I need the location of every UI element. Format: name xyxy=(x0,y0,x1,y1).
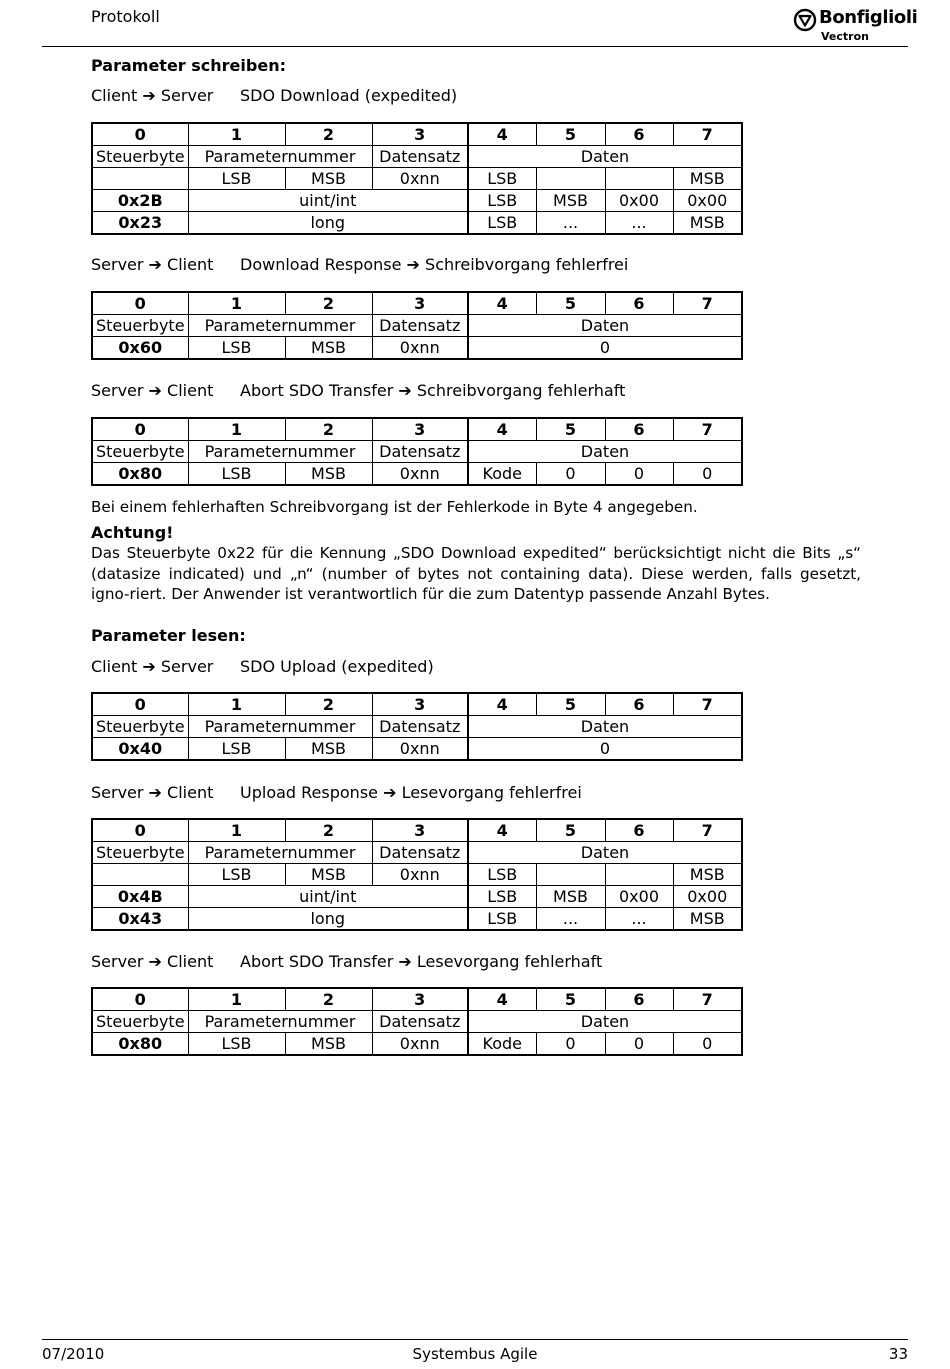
header-datensatz: Datensatz xyxy=(372,1011,468,1033)
byte-index-row xyxy=(92,819,742,842)
table-cell: uint/int xyxy=(188,886,468,908)
table-cell: 0x00 xyxy=(673,886,742,908)
table-row xyxy=(92,212,742,235)
table-cell: LSB xyxy=(468,908,536,931)
table-cell: 0 xyxy=(468,738,742,761)
table-cell: 0x00 xyxy=(605,190,673,212)
byte-index-row xyxy=(92,123,742,146)
byte-index: 5 xyxy=(536,292,605,315)
table-cell xyxy=(605,864,673,886)
table-cell: ... xyxy=(536,212,605,235)
table-cell: MSB xyxy=(536,190,605,212)
header-divider xyxy=(42,46,908,47)
byte-index: 2 xyxy=(285,693,372,716)
byte-index: 1 xyxy=(188,693,285,716)
table-cell: LSB xyxy=(188,738,285,761)
table-cell: LSB xyxy=(188,1033,285,1056)
byte-index: 3 xyxy=(372,819,468,842)
direction-label: Server ➔ Client xyxy=(91,381,214,400)
byte-index: 7 xyxy=(673,123,742,146)
byte-index: 2 xyxy=(285,819,372,842)
table-cell xyxy=(92,168,188,190)
header-datensatz: Datensatz xyxy=(372,146,468,168)
table-cell: LSB xyxy=(188,864,285,886)
byte-index: 7 xyxy=(673,988,742,1011)
download-request-table xyxy=(91,122,743,235)
attention-text: Das Steuerbyte 0x22 für die Kennung „SDO Download expedited“ berücksichtigt nicht die Bits „s“ (datasize indicated) und „n“ (number of bytes not containing data). Diese werden, falls gesetzt, igno-riert. Der Anwender ist verantwortlich für die zum Datentyp passende Anzahl Bytes. xyxy=(91,544,861,603)
table-cell xyxy=(605,168,673,190)
table-cell: 0 xyxy=(605,1033,673,1056)
byte-index: 3 xyxy=(372,693,468,716)
table-cell: uint/int xyxy=(188,190,468,212)
control-byte: 0x2B xyxy=(92,190,188,212)
table-cell: MSB xyxy=(285,738,372,761)
table-cell: 0xnn xyxy=(372,1033,468,1056)
table-cell: long xyxy=(188,908,468,931)
company-logo xyxy=(793,6,918,46)
control-byte: 0x43 xyxy=(92,908,188,931)
byte-index: 1 xyxy=(188,819,285,842)
table-cell: ... xyxy=(605,908,673,931)
footer-title: Systembus Agile xyxy=(412,1345,538,1363)
byte-index: 7 xyxy=(673,292,742,315)
header-steuerbyte: Steuerbyte xyxy=(92,441,188,463)
header-parameternummer: Parameternummer xyxy=(188,146,372,168)
header-steuerbyte: Steuerbyte xyxy=(92,842,188,864)
direction-description: Abort SDO Transfer ➔ Schreibvorgang fehlerhaft xyxy=(240,381,626,400)
byte-index: 0 xyxy=(92,292,188,315)
table-cell xyxy=(536,168,605,190)
field-header-row xyxy=(92,441,742,463)
byte-index: 6 xyxy=(605,988,673,1011)
byte-index: 6 xyxy=(605,418,673,441)
table-cell: Kode xyxy=(468,1033,536,1056)
direction-description: Abort SDO Transfer ➔ Lesevorgang fehlerhaft xyxy=(240,952,603,971)
byte-index-row xyxy=(92,693,742,716)
header-parameternummer: Parameternummer xyxy=(188,716,372,738)
byte-index: 6 xyxy=(605,123,673,146)
header-daten: Daten xyxy=(468,146,742,168)
table-row xyxy=(92,168,742,190)
table-cell: MSB xyxy=(673,212,742,235)
control-byte: 0x4B xyxy=(92,886,188,908)
footer-divider xyxy=(42,1339,908,1340)
byte-index: 0 xyxy=(92,123,188,146)
byte-index: 2 xyxy=(285,123,372,146)
direction-description: SDO Upload (expedited) xyxy=(240,657,434,676)
byte-index: 4 xyxy=(468,418,536,441)
table-cell: 0 xyxy=(673,463,742,486)
byte-index: 6 xyxy=(605,693,673,716)
table-cell: long xyxy=(188,212,468,235)
header-steuerbyte: Steuerbyte xyxy=(92,1011,188,1033)
table-cell: LSB xyxy=(468,190,536,212)
header-datensatz: Datensatz xyxy=(372,842,468,864)
direction-label: Client ➔ Server xyxy=(91,86,214,105)
footer-date: 07/2010 xyxy=(42,1345,105,1363)
byte-index: 0 xyxy=(92,819,188,842)
byte-index: 3 xyxy=(372,988,468,1011)
direction-label: Server ➔ Client xyxy=(91,952,214,971)
bonfiglioli-emblem-icon xyxy=(793,8,817,32)
header-parameternummer: Parameternummer xyxy=(188,1011,372,1033)
header-steuerbyte: Steuerbyte xyxy=(92,716,188,738)
field-header-row xyxy=(92,842,742,864)
byte-index-row xyxy=(92,988,742,1011)
direction-line xyxy=(91,952,603,971)
write-abort-table xyxy=(91,417,743,486)
direction-line xyxy=(91,381,626,400)
table-cell: 0 xyxy=(468,337,742,360)
header-daten: Daten xyxy=(468,1011,742,1033)
table-cell: ... xyxy=(605,212,673,235)
table-cell: 0xnn xyxy=(372,337,468,360)
page-number: 33 xyxy=(888,1345,908,1363)
byte-index: 1 xyxy=(188,988,285,1011)
field-header-row xyxy=(92,146,742,168)
table-cell: MSB xyxy=(285,1033,372,1056)
direction-line xyxy=(91,86,458,105)
control-byte: 0x60 xyxy=(92,337,188,360)
table-cell: LSB xyxy=(188,168,285,190)
field-header-row xyxy=(92,1011,742,1033)
table-row xyxy=(92,738,742,761)
table-cell: 0xnn xyxy=(372,738,468,761)
header-steuerbyte: Steuerbyte xyxy=(92,315,188,337)
direction-label: Client ➔ Server xyxy=(91,657,214,676)
table-cell: Kode xyxy=(468,463,536,486)
section-title-write: Parameter schreiben: xyxy=(91,56,286,75)
table-row xyxy=(92,190,742,212)
table-cell: 0xnn xyxy=(372,463,468,486)
header-daten: Daten xyxy=(468,315,742,337)
table-row xyxy=(92,337,742,360)
byte-index: 7 xyxy=(673,418,742,441)
direction-line xyxy=(91,657,434,676)
table-row xyxy=(92,1033,742,1056)
control-byte: 0x80 xyxy=(92,1033,188,1056)
table-cell: LSB xyxy=(468,212,536,235)
header-daten: Daten xyxy=(468,716,742,738)
direction-label: Server ➔ Client xyxy=(91,255,214,274)
table-cell: 0xnn xyxy=(372,168,468,190)
header-datensatz: Datensatz xyxy=(372,315,468,337)
upload-request-table xyxy=(91,692,743,761)
table-cell: ... xyxy=(536,908,605,931)
direction-description: Upload Response ➔ Lesevorgang fehlerfrei xyxy=(240,783,582,802)
table-cell: MSB xyxy=(673,864,742,886)
table-cell: MSB xyxy=(285,864,372,886)
error-info-text: Bei einem fehlerhaften Schreibvorgang ist der Fehlerkode in Byte 4 angegeben. xyxy=(91,498,698,516)
byte-index: 1 xyxy=(188,292,285,315)
table-cell: 0x00 xyxy=(605,886,673,908)
direction-line xyxy=(91,255,629,274)
table-cell: 0 xyxy=(673,1033,742,1056)
upload-response-table xyxy=(91,818,743,931)
byte-index: 5 xyxy=(536,418,605,441)
field-header-row xyxy=(92,315,742,337)
header-daten: Daten xyxy=(468,842,742,864)
read-abort-table xyxy=(91,987,743,1056)
field-header-row xyxy=(92,716,742,738)
byte-index: 5 xyxy=(536,123,605,146)
byte-index: 3 xyxy=(372,418,468,441)
control-byte: 0x23 xyxy=(92,212,188,235)
table-cell: MSB xyxy=(285,463,372,486)
header-parameternummer: Parameternummer xyxy=(188,441,372,463)
table-cell: 0 xyxy=(605,463,673,486)
table-row xyxy=(92,886,742,908)
byte-index: 2 xyxy=(285,418,372,441)
table-cell: 0 xyxy=(536,463,605,486)
byte-index: 0 xyxy=(92,988,188,1011)
byte-index: 6 xyxy=(605,819,673,842)
header-daten: Daten xyxy=(468,441,742,463)
header-datensatz: Datensatz xyxy=(372,441,468,463)
control-byte: 0x80 xyxy=(92,463,188,486)
table-cell: MSB xyxy=(536,886,605,908)
table-cell: MSB xyxy=(673,168,742,190)
table-cell: LSB xyxy=(188,337,285,360)
byte-index: 3 xyxy=(372,292,468,315)
table-row xyxy=(92,864,742,886)
byte-index: 4 xyxy=(468,123,536,146)
byte-index: 5 xyxy=(536,693,605,716)
byte-index: 6 xyxy=(605,292,673,315)
direction-description: Download Response ➔ Schreibvorgang fehlerfrei xyxy=(240,255,629,274)
table-cell: MSB xyxy=(285,168,372,190)
byte-index: 2 xyxy=(285,292,372,315)
table-row xyxy=(92,463,742,486)
table-cell: LSB xyxy=(468,168,536,190)
header-steuerbyte: Steuerbyte xyxy=(92,146,188,168)
byte-index: 4 xyxy=(468,988,536,1011)
byte-index: 1 xyxy=(188,123,285,146)
byte-index-row xyxy=(92,292,742,315)
download-response-table xyxy=(91,291,743,360)
table-cell: LSB xyxy=(188,463,285,486)
table-cell: 0xnn xyxy=(372,864,468,886)
direction-description: SDO Download (expedited) xyxy=(240,86,458,105)
byte-index: 2 xyxy=(285,988,372,1011)
table-cell: 0x00 xyxy=(673,190,742,212)
header-datensatz: Datensatz xyxy=(372,716,468,738)
control-byte: 0x40 xyxy=(92,738,188,761)
byte-index: 7 xyxy=(673,819,742,842)
table-cell: LSB xyxy=(468,864,536,886)
header-title: Protokoll xyxy=(91,7,160,26)
byte-index: 1 xyxy=(188,418,285,441)
byte-index-row xyxy=(92,418,742,441)
section-title-read: Parameter lesen: xyxy=(91,626,246,645)
byte-index: 3 xyxy=(372,123,468,146)
table-row xyxy=(92,908,742,931)
direction-line xyxy=(91,783,582,802)
attention-title: Achtung! xyxy=(91,523,174,542)
logo-subtitle: Vectron xyxy=(821,30,869,43)
byte-index: 4 xyxy=(468,292,536,315)
table-cell xyxy=(92,864,188,886)
table-cell: MSB xyxy=(673,908,742,931)
byte-index: 0 xyxy=(92,693,188,716)
table-cell: MSB xyxy=(285,337,372,360)
byte-index: 0 xyxy=(92,418,188,441)
table-cell xyxy=(536,864,605,886)
byte-index: 5 xyxy=(536,819,605,842)
header-parameternummer: Parameternummer xyxy=(188,842,372,864)
table-cell: 0 xyxy=(536,1033,605,1056)
direction-label: Server ➔ Client xyxy=(91,783,214,802)
byte-index: 4 xyxy=(468,693,536,716)
byte-index: 7 xyxy=(673,693,742,716)
header-parameternummer: Parameternummer xyxy=(188,315,372,337)
byte-index: 4 xyxy=(468,819,536,842)
logo-name: Bonfiglioli xyxy=(819,7,918,28)
table-cell: LSB xyxy=(468,886,536,908)
byte-index: 5 xyxy=(536,988,605,1011)
